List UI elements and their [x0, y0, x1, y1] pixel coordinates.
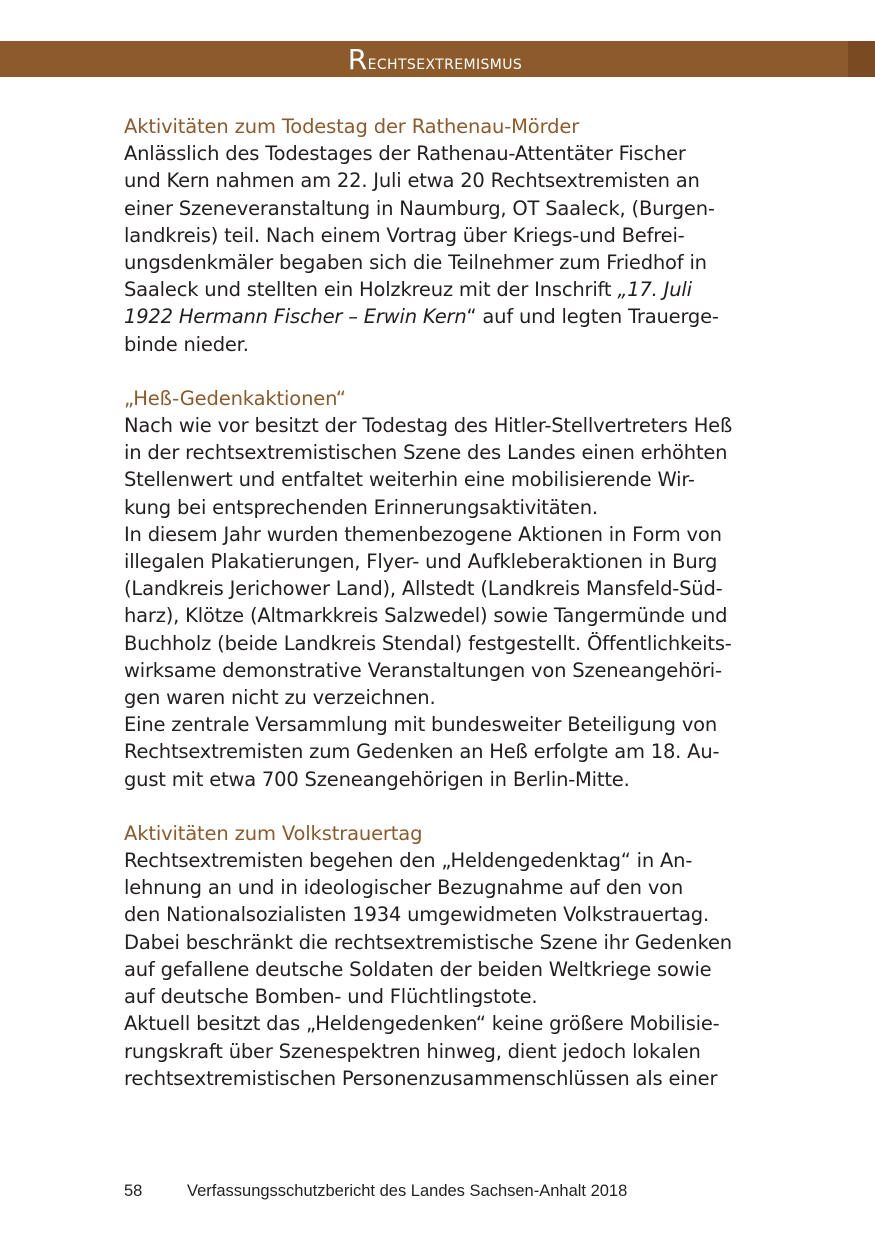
text-line: Eine zentrale Versammlung mit bundesweiter Beteiligung von [124, 713, 718, 737]
text-line: kung bei entsprechenden Erinnerungsaktivitäten. [124, 495, 598, 519]
section-volkstrauertag [124, 820, 754, 1092]
publication-title: Verfassungsschutzbericht des Landes Sachsen-Anhalt 2018 [187, 1182, 628, 1200]
text-line: Dabei beschränkt die rechtsextremistische Szene ihr Gedenken [124, 930, 732, 954]
text-line: illegalen Plakatierungen, Flyer- und Aufkleberaktionen in Burg [124, 550, 718, 574]
text-line: ungsdenkmäler begaben sich die Teilnehmer zum Friedhof in [124, 251, 707, 275]
text-line: landkreis) teil. Nach einem Vortrag über Kriegs-und Befrei- [124, 223, 685, 247]
chapter-title-initial: R [347, 43, 368, 76]
text-line: Rechtsextremisten begehen den „Heldengedenktag“ in An- [124, 849, 693, 873]
text-line: in der rechtsextremistischen Szene des Landes einen erhöhten [124, 441, 728, 465]
text-line: einer Szeneveranstaltung in Naumburg, OT Saaleck, (Burgen- [124, 196, 715, 220]
inscription-quote: „17. Juli [617, 278, 692, 302]
page-footer [124, 1182, 627, 1201]
chapter-title-rest: echtsextremismus [367, 50, 523, 74]
text-line: und Kern nahmen am 22. Juli etwa 20 Rechtsextremisten an [124, 169, 700, 193]
text-line: lehnung an und in ideologischer Bezugnahme auf den von [124, 876, 684, 900]
text-line: gen waren nicht zu verzeichnen. [124, 686, 436, 710]
section-paragraph [124, 412, 754, 793]
text-fragment: Saaleck und stellten ein Holzkreuz mit der Inschrift [124, 278, 618, 302]
text-line: binde nieder. [124, 332, 249, 356]
section-paragraph [124, 140, 754, 358]
section-rathenau [124, 113, 754, 358]
chapter-title [0, 41, 870, 77]
page-body [124, 113, 754, 1119]
text-line: auf gefallene deutsche Soldaten der beiden Weltkriege sowie [124, 957, 712, 981]
chapter-tab-marker [848, 41, 875, 77]
text-line: wirksame demonstrative Veranstaltungen von Szeneangehöri- [124, 658, 722, 682]
text-line: gust mit etwa 700 Szeneangehörigen in Berlin-Mitte. [124, 767, 630, 791]
text-line [124, 276, 754, 303]
section-hess [124, 385, 754, 793]
text-line: Stellenwert und entfaltet weiterhin eine mobilisierende Wir- [124, 468, 695, 492]
text-line: Rechtsextremisten zum Gedenken an Heß erfolgte am 18. Au- [124, 740, 720, 764]
text-line: rechtsextremistischen Personenzusammenschlüssen als einer [124, 1066, 718, 1090]
text-line: Aktuell besitzt das „Heldengedenken“ keine größere Mobilisie- [124, 1012, 720, 1036]
section-heading: „Heß-Gedenkaktionen“ [124, 386, 346, 410]
text-line: Buchholz (beide Landkreis Stendal) festgestellt. Öffentlichkeits- [124, 631, 732, 655]
text-line [124, 303, 754, 330]
text-line: Nach wie vor besitzt der Todestag des Hitler-Stellvertreters Heß [124, 414, 733, 438]
text-line: den Nationalsozialisten 1934 umgewidmeten Volkstrauertag. [124, 903, 709, 927]
text-line: rungskraft über Szenespektren hinweg, dient jedoch lokalen [124, 1039, 701, 1063]
text-line: harz), Klötze (Altmarkkreis Salzwedel) sowie Tangermünde und [124, 604, 728, 628]
text-fragment: “ auf und legten Trauerge- [466, 305, 719, 329]
text-line: auf deutsche Bomben- und Flüchtlingstote. [124, 985, 538, 1009]
section-heading: Aktivitäten zum Todestag der Rathenau-Mörder [124, 115, 580, 138]
section-heading: Aktivitäten zum Volkstrauertag [124, 821, 423, 845]
text-line: Anlässlich des Todestages der Rathenau-Attentäter Fischer [124, 142, 686, 166]
section-paragraph [124, 847, 754, 1092]
chapter-header-band [0, 41, 875, 77]
text-line: In diesem Jahr wurden themenbezogene Aktionen in Form von [124, 522, 722, 546]
inscription-quote: 1922 Hermann Fischer – Erwin Kern [124, 305, 467, 329]
text-line: (Landkreis Jerichower Land), Allstedt (Landkreis Mansfeld-Süd- [124, 577, 723, 601]
page-number: 58 [124, 1182, 143, 1200]
